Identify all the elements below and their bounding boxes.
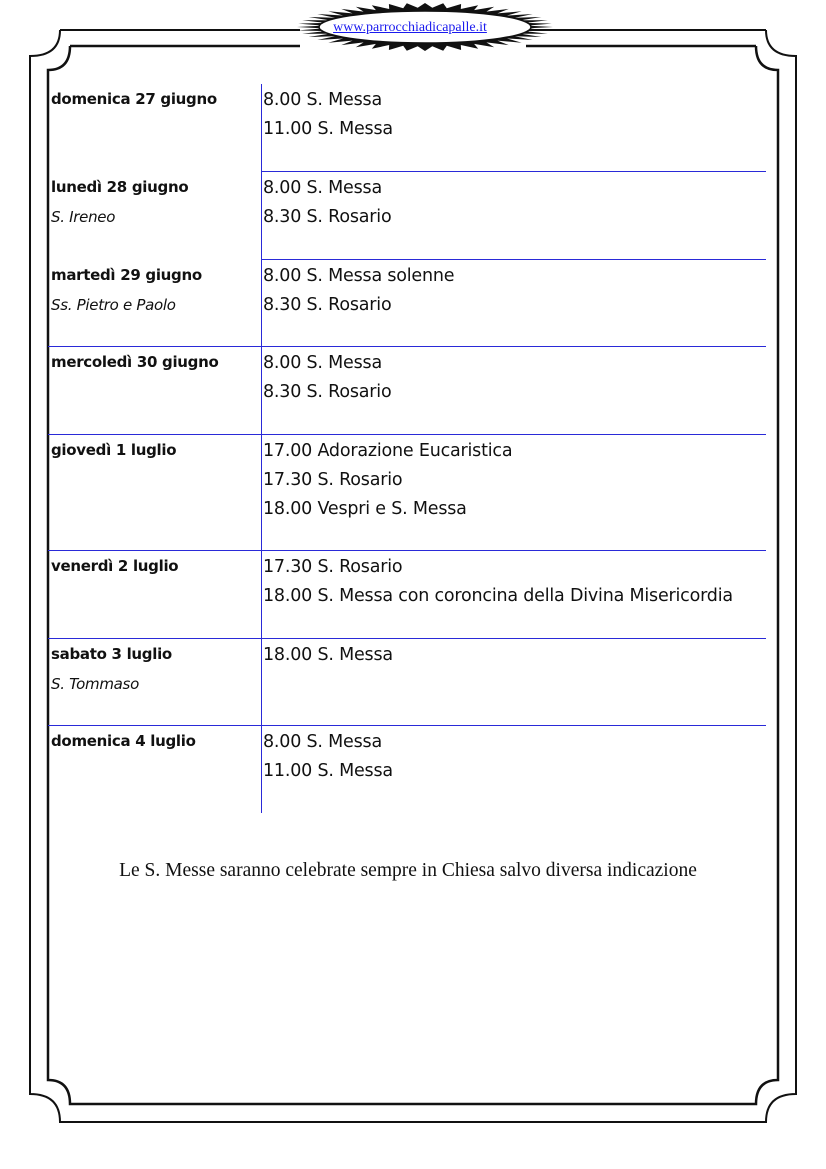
event-item: 8.30 S. Rosario: [263, 295, 392, 315]
day-label: martedì 29 giugno: [51, 266, 202, 284]
day-label: venerdì 2 luglio: [51, 557, 179, 575]
event-item: 11.00 S. Messa: [263, 761, 393, 781]
day-label: lunedì 28 giugno: [51, 178, 189, 196]
event-item: 8.00 S. Messa solenne: [263, 266, 455, 286]
event-item: 8.00 S. Messa: [263, 732, 382, 752]
events-list: [263, 440, 766, 527]
events-list: [263, 556, 766, 614]
event-item: 17.30 S. Rosario: [263, 470, 403, 490]
saint-label: S. Ireneo: [51, 208, 116, 226]
events-list: [263, 177, 766, 235]
day-label: domenica 27 giugno: [51, 90, 217, 108]
day-label: sabato 3 luglio: [51, 645, 172, 663]
schedule-row: [48, 551, 766, 639]
events-list: [263, 644, 766, 673]
saint-label: S. Tommaso: [51, 675, 139, 693]
events-list: [263, 265, 766, 323]
schedule-row: [48, 260, 766, 347]
events-list: [263, 89, 766, 147]
footer-note: Le S. Messe saranno celebrate sempre in Chiesa salvo diversa indicazione: [119, 860, 697, 881]
event-item: 8.00 S. Messa: [263, 178, 382, 198]
events-list: [263, 352, 766, 410]
saint-label: Ss. Pietro e Paolo: [51, 296, 176, 314]
event-item: 18.00 Vespri e S. Messa: [263, 499, 467, 519]
day-label: mercoledì 30 giugno: [51, 353, 219, 371]
day-label: giovedì 1 luglio: [51, 441, 177, 459]
event-item: 8.00 S. Messa: [263, 90, 382, 110]
schedule-row: [48, 84, 766, 172]
day-label: domenica 4 luglio: [51, 732, 196, 750]
event-item: 18.00 S. Messa: [263, 645, 393, 665]
schedule-table: [48, 84, 766, 813]
event-item: 8.30 S. Rosario: [263, 207, 392, 227]
event-item: 8.30 S. Rosario: [263, 382, 392, 402]
event-item: 17.00 Adorazione Eucaristica: [263, 441, 513, 461]
website-link[interactable]: www.parrocchiadicapalle.it: [333, 20, 487, 35]
event-item: 18.00 S. Messa con coroncina della Divina Misericordia: [263, 586, 733, 606]
schedule-row: [48, 172, 766, 260]
event-item: 8.00 S. Messa: [263, 353, 382, 373]
schedule-row: [48, 347, 766, 435]
events-list: [263, 731, 766, 789]
schedule-row: [48, 726, 766, 813]
event-item: 17.30 S. Rosario: [263, 557, 403, 577]
event-item: 11.00 S. Messa: [263, 119, 393, 139]
schedule-row: [48, 435, 766, 551]
schedule-row: [48, 639, 766, 726]
